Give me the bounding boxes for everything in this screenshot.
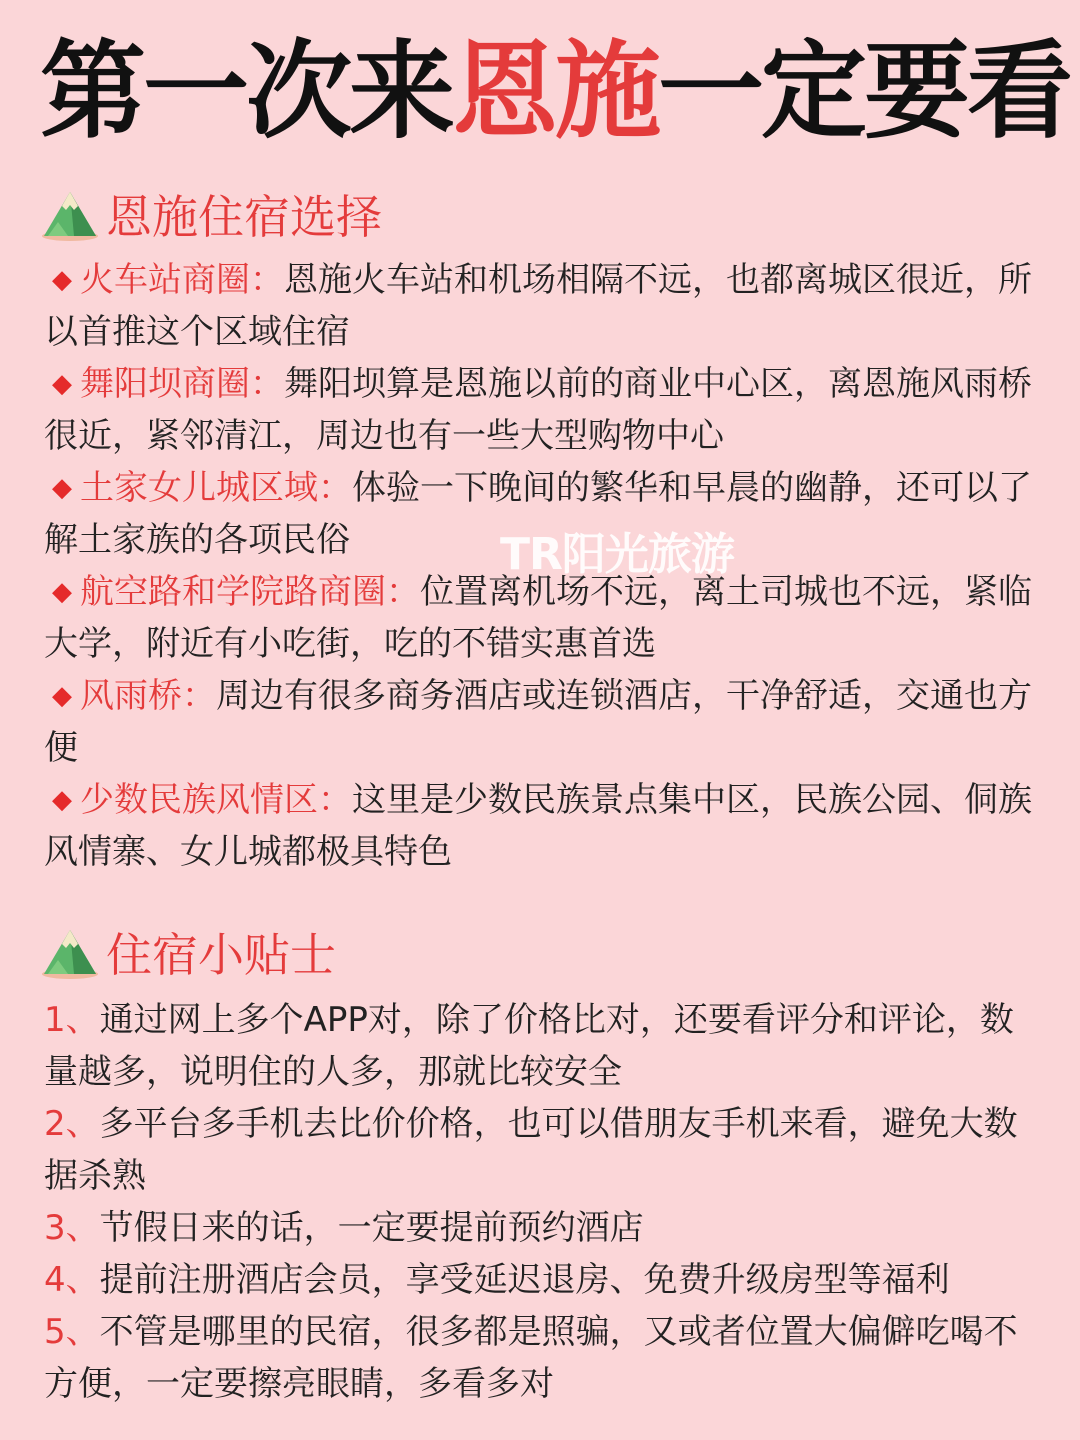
list-item <box>44 358 1040 462</box>
title-highlight: 恩施 <box>452 30 658 153</box>
page-title <box>40 28 1070 156</box>
list-item <box>44 254 1040 358</box>
tip-number: 1、 <box>44 1000 100 1040</box>
section-heading-accommodation <box>40 182 382 246</box>
item-key: 火车站商圈： <box>80 260 284 300</box>
tip-text: 通过网上多个APP对，除了价格比对，还要看评分和评论，数量越多，说明住的人多，那就比较安全 <box>44 1000 1014 1092</box>
tip-text: 不管是哪里的民宿，很多都是照骗，又或者位置大偏僻吃喝不方便，一定要擦亮眼睛，多看多对 <box>44 1312 1018 1404</box>
mountain-icon <box>40 186 100 242</box>
tip-number: 2、 <box>44 1104 100 1144</box>
tip-text: 节假日来的话，一定要提前预约酒店 <box>99 1208 644 1248</box>
diamond-bullet-icon: ◆ <box>52 577 72 607</box>
list-item <box>44 1202 1040 1254</box>
watermark: TR阳光旅游 <box>500 529 734 580</box>
diamond-bullet-icon: ◆ <box>52 265 72 295</box>
tip-number: 5、 <box>44 1312 100 1352</box>
diamond-bullet-icon: ◆ <box>52 473 72 503</box>
list-item <box>44 1098 1040 1202</box>
section-heading-label: 恩施住宿选择 <box>106 190 382 244</box>
section-heading-tips <box>40 920 336 984</box>
item-key: 少数民族风情区： <box>80 780 352 820</box>
item-key: 舞阳坝商圈： <box>80 364 284 404</box>
item-key: 风雨桥： <box>80 676 216 716</box>
list-item <box>44 1306 1040 1410</box>
list-item <box>44 774 1040 878</box>
item-text: 舞阳坝算是恩施以前的商业中心区，离恩施风雨桥很近，紧邻清江，周边也有一些大型购物中心 <box>44 364 1032 456</box>
mountain-icon <box>40 924 100 980</box>
title-part1: 第一次来 <box>40 30 452 153</box>
item-key: 航空路和学院路商圈： <box>80 572 420 612</box>
tip-text: 提前注册酒店会员，享受延迟退房、免费升级房型等福利 <box>99 1260 950 1300</box>
item-text: 这里是少数民族景点集中区，民族公园、侗族风情寨、女儿城都极具特色 <box>44 780 1032 872</box>
diamond-bullet-icon: ◆ <box>52 369 72 399</box>
item-key: 土家女儿城区域： <box>80 468 352 508</box>
title-part2: 一定要看 <box>658 30 1070 153</box>
tip-text: 多平台多手机去比价价格，也可以借朋友手机来看，避免大数据杀熟 <box>44 1104 1018 1196</box>
diamond-bullet-icon: ◆ <box>52 681 72 711</box>
list-item <box>44 994 1040 1098</box>
item-text: 周边有很多商务酒店或连锁酒店，干净舒适，交通也方便 <box>44 676 1032 768</box>
item-text: 体验一下晚间的繁华和早晨的幽静，还可以了解土家族的各项民俗 <box>44 468 1032 560</box>
tip-number: 4、 <box>44 1260 100 1300</box>
tips-list <box>44 994 1040 1410</box>
tip-number: 3、 <box>44 1208 100 1248</box>
item-text: 位置离机场不远，离土司城也不远，紧临大学，附近有小吃街，吃的不错实惠首选 <box>44 572 1032 664</box>
item-text: 恩施火车站和机场相隔不远，也都离城区很近，所以首推这个区域住宿 <box>44 260 1032 352</box>
section-heading-label: 住宿小贴士 <box>106 928 336 982</box>
list-item <box>44 1254 1040 1306</box>
diamond-bullet-icon: ◆ <box>52 785 72 815</box>
list-item <box>44 670 1040 774</box>
